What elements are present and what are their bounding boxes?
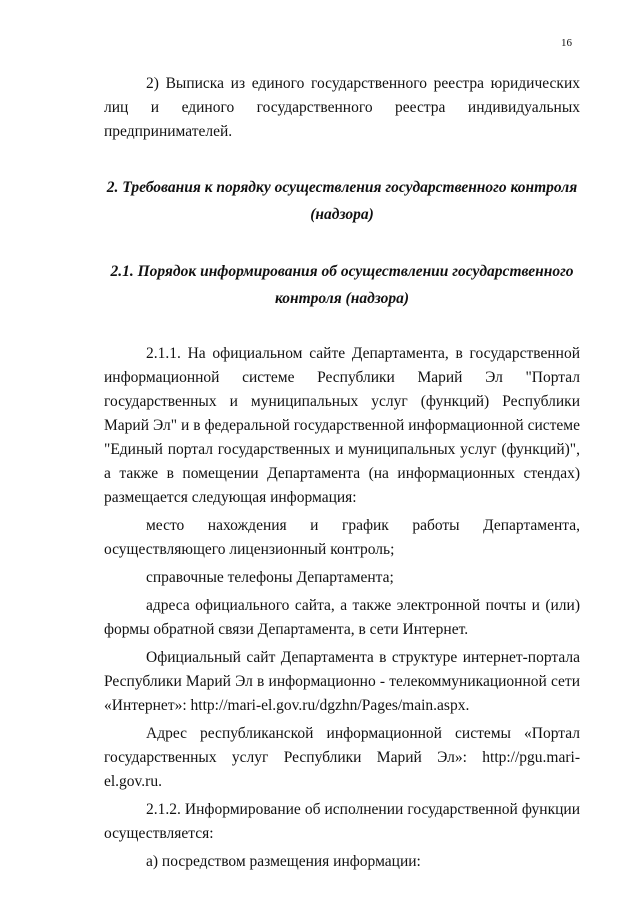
paragraph-website-email: адреса официального сайта, а также электронной почты и (или) формы обратной связи Департамента, в сети Интернет. — [104, 597, 580, 638]
document-body — [104, 72, 580, 874]
paragraph-item-a: а) посредством размещения информации: — [146, 853, 421, 870]
subsection-heading-informing: 2.1. Порядок информирования об осуществлении государственного контроля (надзора) — [110, 263, 574, 307]
paragraph-official-site: Официальный сайт Департамента в структуре интернет-портала Республики Марий Эл в информационно - телекоммуникационной сети «Интернет»: http://mari-el.gov.ru/dgzhn/Pages/main.aspx. — [104, 649, 580, 714]
paragraph-2-1-1: 2.1.1. На официальном сайте Департамента, в государственной информационной системе Республики Марий Эл "Портал государственных и муниципальных услуг (функций) Республики Марий Эл" и в федеральной государственной информационной системе "Единый портал государственных и муниципальных услуг (функций)", а также в помещении Департамента (на информационных стендах) размещается следующая информация: — [104, 345, 580, 506]
paragraph-2-1-2: 2.1.2. Информирование об исполнении государственной функции осуществляется: — [104, 801, 580, 842]
page-number: 16 — [561, 37, 572, 49]
paragraph-extract-list-item: 2) Выписка из единого государственного реестра юридических лиц и единого государственного реестра индивидуальных предпринимателей. — [104, 75, 580, 140]
paragraph-location-schedule: место нахождения и график работы Департамента, осуществляющего лицензионный контроль; — [104, 517, 580, 558]
paragraph-portal-address: Адрес республиканской информационной системы «Портал государственных услуг Республики Марий Эл»: http://pgu.mari-el.gov.ru. — [104, 725, 580, 790]
section-heading-requirements: 2. Требования к порядку осуществления государственного контроля (надзора) — [106, 179, 578, 223]
paragraph-reference-phones: справочные телефоны Департамента; — [146, 569, 394, 586]
